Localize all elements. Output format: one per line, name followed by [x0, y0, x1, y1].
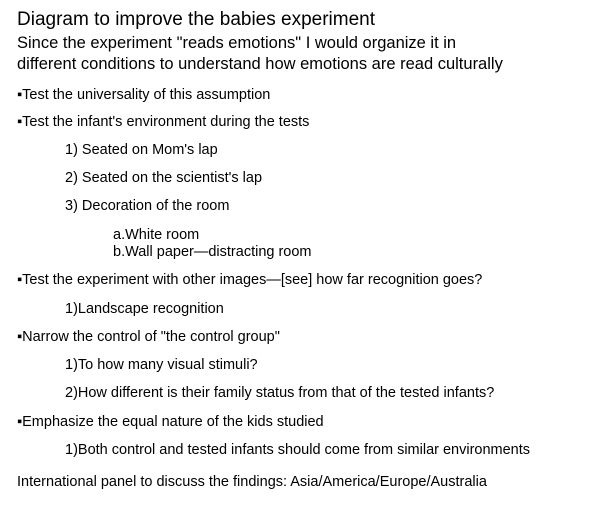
- bullet-environment: ▪Test the infant's environment during the tests: [17, 114, 310, 130]
- bullet-other-images: ▪Test the experiment with other images—[see] how far recognition goes?: [17, 272, 483, 288]
- page-title: Diagram to improve the babies experiment: [17, 9, 376, 30]
- bullet-equal-nature: ▪Emphasize the equal nature of the kids studied: [17, 414, 324, 430]
- sub-item-visual-stimuli: 1)To how many visual stimuli?: [65, 357, 258, 373]
- sub-item-mom-lap: 1) Seated on Mom's lap: [65, 142, 218, 158]
- sub-item-family-status: 2)How different is their family status from that of the tested infants?: [65, 385, 495, 401]
- intro-line-1: Since the experiment "reads emotions" I would organize it in: [17, 34, 457, 52]
- bullet-universality: ▪Test the universality of this assumption: [17, 87, 271, 103]
- footer-note: International panel to discuss the findings: Asia/America/Europe/Australia: [17, 474, 487, 490]
- sub-sub-item-wall-paper: b.Wall paper—distracting room: [113, 244, 312, 260]
- sub-item-landscape: 1)Landscape recognition: [65, 301, 224, 317]
- sub-sub-item-white-room: a.White room: [113, 227, 200, 243]
- sub-item-scientist-lap: 2) Seated on the scientist's lap: [65, 170, 263, 186]
- sub-item-similar-environments: 1)Both control and tested infants should come from similar environments: [65, 442, 531, 458]
- sub-item-decoration: 3) Decoration of the room: [65, 198, 230, 214]
- bullet-control-group: ▪Narrow the control of "the control group": [17, 329, 280, 345]
- intro-line-2: different conditions to understand how emotions are read culturally: [17, 55, 503, 73]
